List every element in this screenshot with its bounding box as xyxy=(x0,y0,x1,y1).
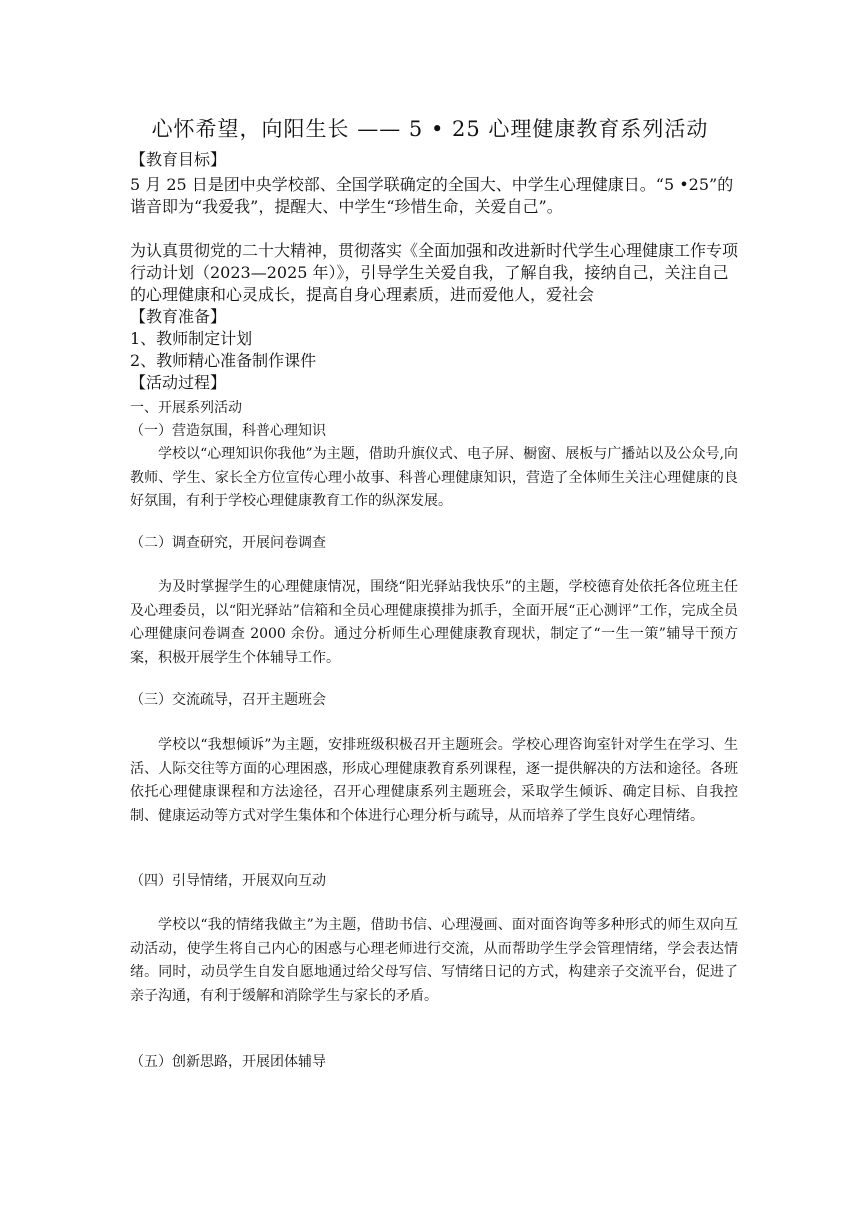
section-2-body: 为及时掌握学生的心理健康情况，围绕“阳光驿站我快乐”的主题，学校德育处依托各位班主任及心理委员，以“阳光驿站”信箱和全员心理健康摸排为抓手，全面开展“正心测评”工作，完成全员心理健康问卷调查 2000 余份。通过分析师生心理健康教育现状，制定了“一生一策”辅导干预方案，积极开展学生个体辅导工作。 xyxy=(130,579,738,666)
section-4-body: 学校以“我的情绪我做主”为主题，借助书信、心理漫画、面对面咨询等多种形式的师生双向互动活动，使学生将自己内心的困惑与心理老师进行交流，从而帮助学生学会管理情绪，学会表达情绪。同时，动员学生自发自愿地通过给父母写信、写情绪日记的方式，构建亲子交流平台，促进了亲子沟通，有利于缓解和消除学生与家长的矛盾。 xyxy=(130,917,738,1004)
prep-item-2: 2、教师精心准备制作课件 xyxy=(130,351,317,370)
section-4-title: （四）引导情绪，开展双向互动 xyxy=(130,873,326,889)
prep-item-1: 1、教师制定计划 xyxy=(130,329,253,348)
section-1-body: 学校以“心理知识你我他”为主题，借助升旗仪式、电子屏、橱窗、展板与广播站以及公众号,向教师、学生、家长全方位宣传心理小故事、科普心理健康知识，营造了全体师生关注心理健康的良好氛围，有利于学校心理健康教育工作的纵深发展。 xyxy=(130,446,738,509)
section-3-body: 学校以“我想倾诉”为主题，安排班级积极召开主题班会。学校心理咨询室针对学生在学习、生活、人际交往等方面的心理困惑，形成心理健康教育系列课程，逐一提供解决的方法和途径。各班依托心理健康课程和方法途径，召开心理健康系列主题班会，采取学生倾诉、确定目标、自我控制、健康运动等方式对学生集体和个体进行心理分析与疏导，从而培养了学生良好心理情绪。 xyxy=(130,737,738,824)
document-title: 心怀希望，向阳生长 —— 5 • 25 心理健康教育系列活动 xyxy=(151,117,709,141)
section-2-title: （二）调查研究，开展问卷调查 xyxy=(130,535,326,551)
section-5-title: （五）创新思路，开展团体辅导 xyxy=(130,1054,326,1070)
goal-paragraph-1: 5 月 25 日是团中央学校部、全国学联确定的全国大、中学生心理健康日。“5 •25”的谐音即为“我爱我”，提醒大、中学生“珍惜生命，关爱自己”。 xyxy=(130,175,734,216)
goal-heading: 【教育目标】 xyxy=(130,150,227,169)
section-3-title: （三）交流疏导，召开主题班会 xyxy=(130,692,326,708)
process-heading: 【活动过程】 xyxy=(130,373,227,392)
process-part-1: 一、开展系列活动 xyxy=(130,400,242,416)
goal-paragraph-2: 为认真贯彻党的二十大精神，贯彻落实《全面加强和改进新时代学生心理健康工作专项行动计划（2023—2025 年）》，引导学生关爱自我，了解自我，接纳自己，关注自己的心理健康和心灵成长，提高自身心理素质，进而爱他人，爱社会 xyxy=(130,241,739,304)
prep-heading: 【教育准备】 xyxy=(130,307,227,326)
section-1-title: （一）营造氛围，科普心理知识 xyxy=(130,423,326,439)
